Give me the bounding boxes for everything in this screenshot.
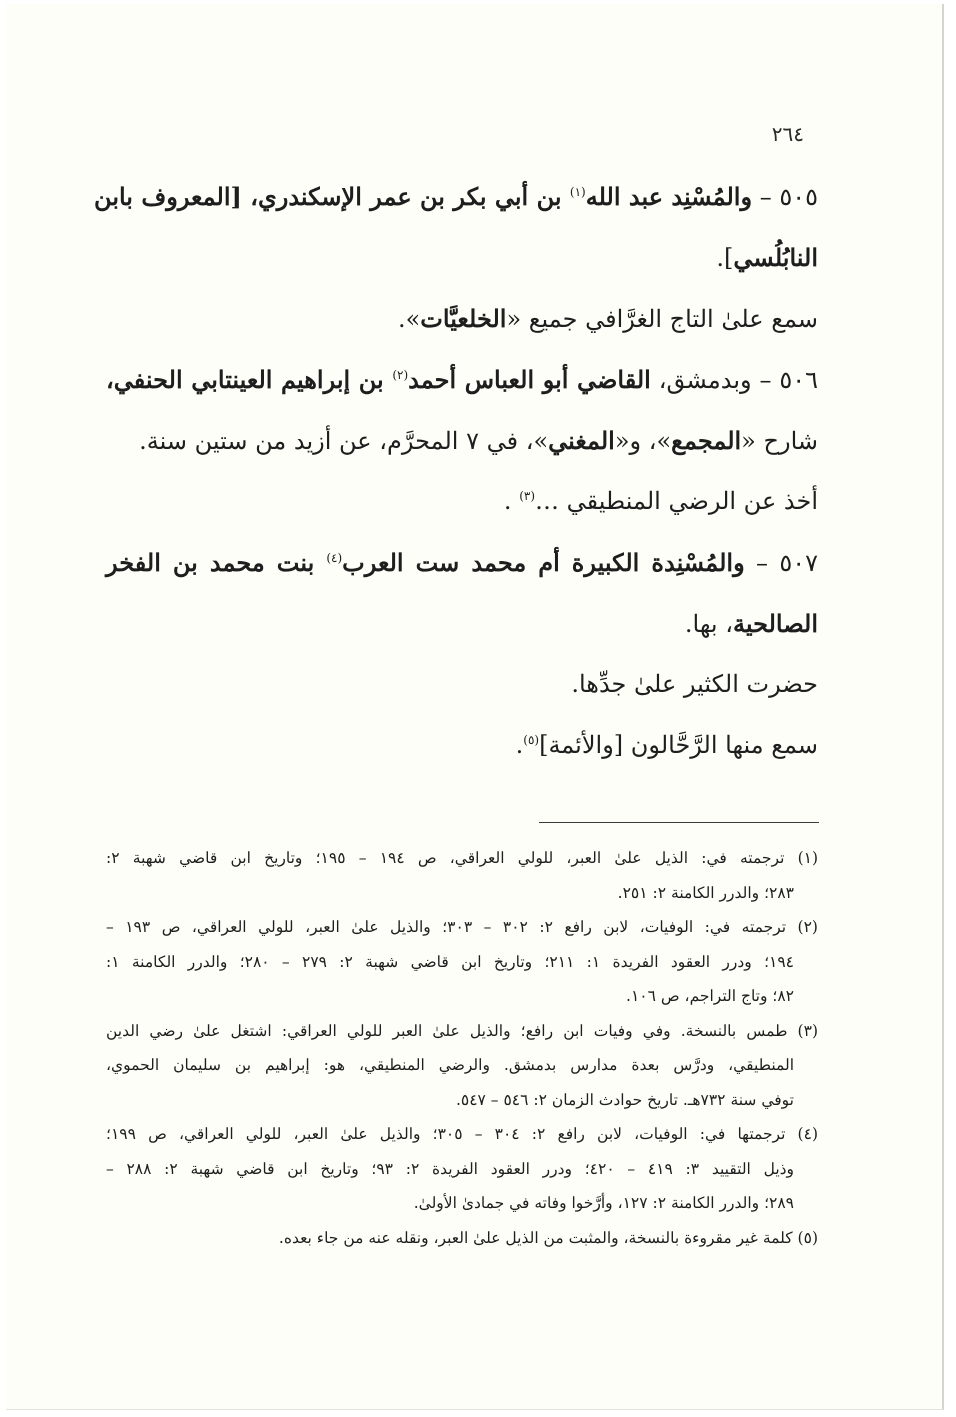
entry-text: . <box>503 487 520 515</box>
entry-text: ». <box>397 305 421 333</box>
entry-505-line-2 <box>106 227 818 288</box>
book-title: المجمع <box>671 426 742 455</box>
page-number: ٢٦٤ <box>771 122 804 146</box>
entry-505-line-1 <box>94 166 818 227</box>
entry-507-line-2 <box>106 593 818 654</box>
footnote-4-line-1: (٤) ترجمتها في: الوفيات، لابن رافع ٢: ٣٠٤ – ٣٠٥؛ والذيل علىٰ العبر، للولي العراقي، ص ١٩٩؛ <box>106 1125 818 1143</box>
entry-number: ٥٠٥ – <box>752 183 818 211</box>
footnote-2-line-1: (٢) ترجمته في: الوفيات، لابن رافع ٢: ٣٠٢ – ٣٠٣؛ والذيل علىٰ العبر، للولي العراقي، ص ١٩٣ – <box>106 918 818 936</box>
entry-name: القاضي أبو العباس أحمد <box>408 365 651 394</box>
footnote-4-line-3: ٢٨٩؛ والدرر الكامنة ٢: ١٢٧، وأرَّخوا وفاته في جمادىٰ الأولىٰ. <box>413 1194 794 1212</box>
entry-name: والمُسْنِد عبد الله <box>585 182 753 211</box>
entry-text: سمع منها الرَّحَّالون [والأئمة] <box>539 731 818 759</box>
footnote-ref-5: (٥) <box>523 733 540 747</box>
footnote-ref-3: (٣) <box>519 489 536 503</box>
entry-text: شارح « <box>741 427 818 455</box>
footnote-1-line-1: (١) ترجمته في: الذيل علىٰ العبر، للولي العراقي، ص ١٩٤ – ١٩٥؛ وتاريخ ابن قاضي شهبة ٢: <box>106 849 819 867</box>
entry-number: ٥٠٦ – وبدمشق، <box>650 366 819 394</box>
entry-name-continued: بن إبراهيم العينتابي الحنفي، <box>106 365 393 394</box>
footnote-1-line-2: ٢٨٣؛ والدرر الكامنة ٢: ٢٥١. <box>617 883 794 902</box>
entry-506-line-1 <box>106 349 818 410</box>
book-page <box>6 4 944 1410</box>
footnotes <box>106 841 818 1255</box>
footnote-divider <box>539 822 819 823</box>
footnote-2-line-2: ١٩٤؛ ودرر العقود الفريدة ١: ٢١١؛ وتاريخ ابن قاضي شهبة ٢: ٢٧٩ – ٢٨٠؛ والدرر الكامنة ١: <box>106 952 794 971</box>
entry-number: ٥٠٧ – <box>744 549 818 577</box>
book-title: الخلعيَّات <box>420 304 507 333</box>
entry-507-line-4 <box>106 715 818 776</box>
footnote-3-line-3: توفي سنة ٧٣٢هـ. تاريخ حوادث الزمان ٢: ٥٤٦ – ٥٤٧. <box>455 1090 794 1109</box>
footnote-ref-4: (٤) <box>326 551 343 565</box>
entry-text: ، بها. <box>684 610 733 638</box>
footnote-ref-2: (٢) <box>392 368 409 382</box>
entry-text: أخذ عن الرضي المنطيقي … <box>535 487 818 515</box>
footnote-5-line-1: (٥) كلمة غير مقروءة بالنسخة، والمثبت من الذيل علىٰ العبر، ونقله عنه من جاء بعده. <box>278 1228 818 1247</box>
entry-text: ]. <box>716 244 734 272</box>
entry-text: سمع علىٰ التاج الغرَّافي جميع « <box>506 305 818 333</box>
entry-505-line-3 <box>106 288 818 349</box>
entry-name-continued: بن أبي بكر بن عمر الإسكندري، [المعروف بابن <box>94 182 570 211</box>
main-text <box>94 166 819 776</box>
entry-name: النابُلُسي <box>733 243 818 272</box>
entry-506-line-3 <box>106 471 818 532</box>
entry-text: . <box>515 731 524 759</box>
entry-name: الصالحية <box>732 609 818 638</box>
entry-text: »، و« <box>614 427 672 455</box>
footnote-3-line-2: المنطيقي، ودرَّس بعدة مدارس بدمشق. والرضي المنطيقي، هو: إبراهيم بن سليمان الحموي، <box>106 1056 794 1074</box>
entry-text: »، في ٧ المحرَّم، عن أزيد من ستين سنة. <box>139 427 549 455</box>
entry-507-line-1 <box>106 532 818 593</box>
footnote-4-line-2: وذيل التقييد ٣: ٤١٩ – ٤٢٠؛ ودرر العقود الفريدة ٢: ٩٣؛ وتاريخ ابن قاضي شهبة ٢: ٢٨٨ – <box>106 1159 795 1178</box>
footnote-ref-1: (١) <box>569 185 586 199</box>
entry-507-line-3: حضرت الكثير علىٰ جدِّها. <box>571 670 818 698</box>
book-title: المغني <box>548 426 615 455</box>
entry-506-line-2 <box>106 410 818 471</box>
footnote-3-line-1: (٣) طمس بالنسخة. وفي وفيات ابن رافع؛ والذيل علىٰ العبر للولي العراقي: اشتغل علىٰ رضي الدين <box>106 1021 818 1040</box>
entry-name: والمُسْنِدة الكبيرة أم محمد ست العرب <box>342 548 745 577</box>
entry-name-continued: بنت محمد بن الفخر <box>106 548 327 577</box>
footnote-2-line-3: ٨٢؛ وتاج التراجم، ص ١٠٦. <box>626 987 794 1005</box>
